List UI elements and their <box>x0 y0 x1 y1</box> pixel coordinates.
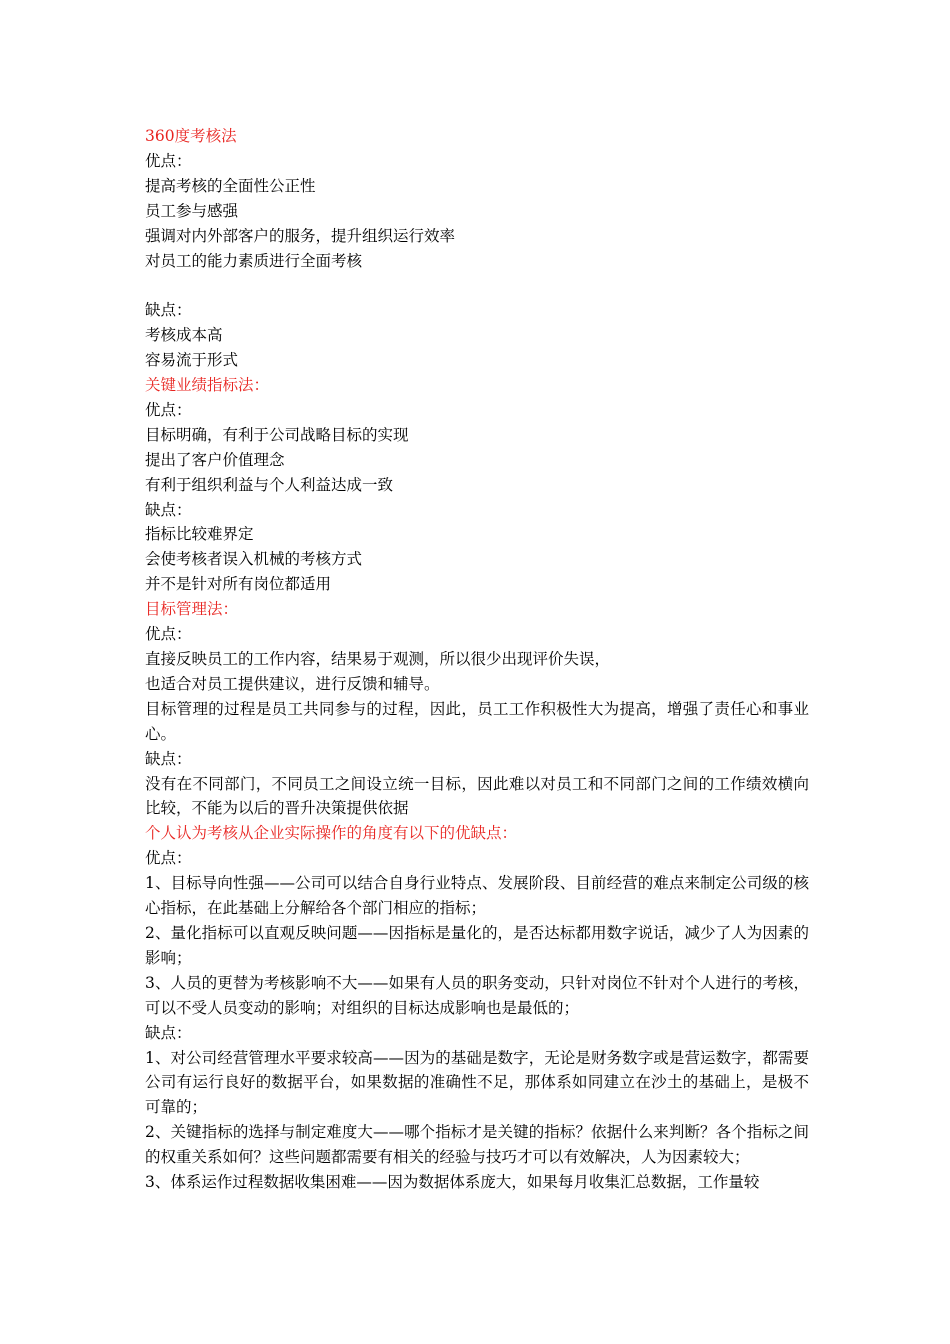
list-item: 并不是针对所有岗位都适用 <box>145 575 332 594</box>
pros-label: 优点： <box>145 151 192 170</box>
paragraph: 2、关键指标的选择与制定难度大——哪个指标才是关键的指标？依据什么来判断？各个指标之间的权重关系如何？这些问题都需要有相关的经验与技巧才可以有效解决，人为因素较大； <box>145 1123 809 1167</box>
section-title-opinion: 个人认为考核从企业实际操作的角度有以下的优缺点： <box>145 824 518 843</box>
section-title-mbo: 目标管理法： <box>145 600 239 619</box>
list-item: 指标比较难界定 <box>145 525 254 544</box>
cons-label: 缺点： <box>145 301 192 320</box>
paragraph: 3、体系运作过程数据收集困难——因为数据体系庞大，如果每月收集汇总数据，工作量较 <box>145 1173 760 1192</box>
list-item: 对员工的能力素质进行全面考核 <box>145 251 363 270</box>
list-item: 直接反映员工的工作内容，结果易于观测，所以很少出现评价失误， <box>145 650 611 669</box>
section-title-360: 360度考核法 <box>145 127 237 145</box>
paragraph: 2、量化指标可以直观反映问题——因指标是量化的，是否达标都用数字说话，减少了人为因素的影响； <box>145 923 809 967</box>
cons-label: 缺点： <box>145 1023 192 1042</box>
section-title-kpi: 关键业绩指标法： <box>145 376 270 395</box>
paragraph: 没有在不同部门，不同员工之间设立统一目标，因此难以对员工和不同部门之间的工作绩效横向比较，不能为以后的晋升决策提供依据 <box>145 774 809 818</box>
pros-label: 优点： <box>145 625 192 644</box>
list-item: 有利于组织利益与个人利益达成一致 <box>145 475 394 494</box>
paragraph: 3、人员的更替为考核影响不大——如果有人员的职务变动，只针对岗位不针对个人进行的考核，可以不受人员变动的影响；对组织的目标达成影响也是最低的； <box>145 973 809 1017</box>
cons-label: 缺点： <box>145 500 192 519</box>
list-item: 员工参与感强 <box>145 201 239 220</box>
document-body <box>145 124 809 1195</box>
pros-label: 优点： <box>145 849 192 868</box>
pros-label: 优点： <box>145 400 192 419</box>
list-item: 考核成本高 <box>145 326 223 345</box>
blank-line <box>145 273 809 298</box>
list-item: 也适合对员工提供建议，进行反馈和辅导。 <box>145 674 440 693</box>
list-item: 强调对内外部客户的服务，提升组织运行效率 <box>145 226 456 245</box>
paragraph: 1、对公司经营管理水平要求较高——因为的基础是数字，无论是财务数字或是营运数字，都需要公司有运行良好的数据平台，如果数据的准确性不足，那体系如同建立在沙土的基础上，是极不可靠的； <box>145 1048 809 1117</box>
list-item: 容易流于形式 <box>145 351 239 370</box>
paragraph: 目标管理的过程是员工共同参与的过程，因此，员工工作积极性大为提高，增强了责任心和事业心。 <box>145 699 809 743</box>
list-item: 提出了客户价值理念 <box>145 450 285 469</box>
paragraph: 1、目标导向性强——公司可以结合自身行业特点、发展阶段、目前经营的难点来制定公司级的核心指标，在此基础上分解给各个部门相应的指标； <box>145 874 809 918</box>
cons-label: 缺点： <box>145 749 192 768</box>
list-item: 提高考核的全面性公正性 <box>145 176 316 195</box>
list-item: 目标明确，有利于公司战略目标的实现 <box>145 425 409 444</box>
list-item: 会使考核者误入机械的考核方式 <box>145 550 363 569</box>
